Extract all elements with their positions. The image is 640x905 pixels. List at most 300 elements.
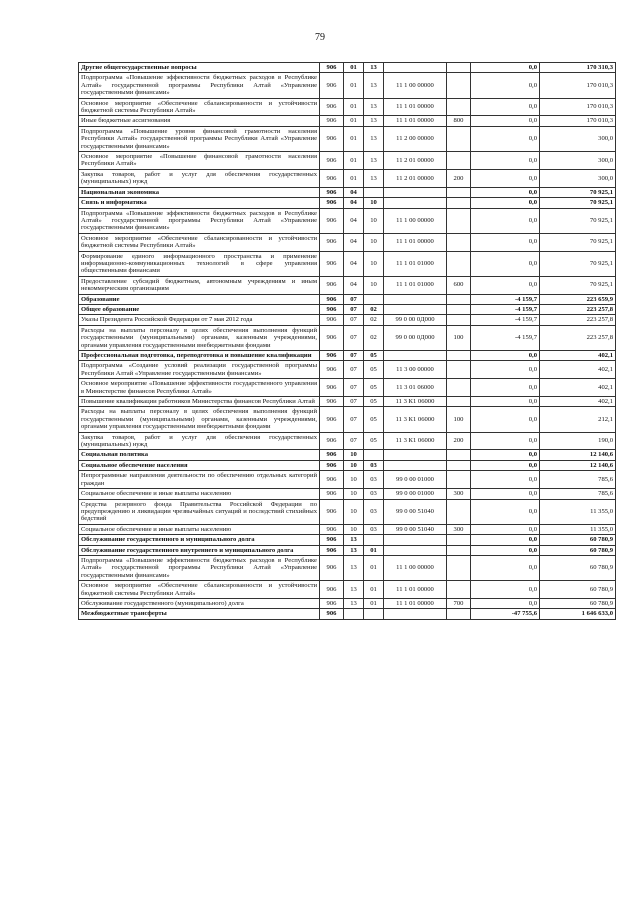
- row-section: 07: [344, 432, 364, 450]
- row-expense-type: [447, 609, 471, 619]
- table-row: [79, 152, 616, 170]
- row-target-article: 99 0 00 01000: [384, 471, 447, 489]
- table-row: [79, 397, 616, 407]
- row-target-article: [384, 609, 447, 619]
- row-name: Основное мероприятие «Обеспечение сбалансированности и устойчивости бюджетной системы Республики Алтай»: [79, 581, 320, 599]
- row-code: 906: [320, 152, 344, 170]
- row-sum: 785,6: [540, 471, 616, 489]
- row-target-article: 11 2 00 00000: [384, 126, 447, 151]
- row-name: Социальное обеспечение и иные выплаты населению: [79, 489, 320, 499]
- row-target-article: [384, 351, 447, 361]
- row-section: 01: [344, 126, 364, 151]
- row-target-article: 11 3 К1 06000: [384, 397, 447, 407]
- row-change: 0,0: [471, 598, 540, 608]
- table-row: [79, 276, 616, 294]
- row-subsection: [364, 609, 384, 619]
- table-row: [79, 304, 616, 314]
- row-name: Социальное обеспечение населения: [79, 460, 320, 470]
- row-expense-type: [447, 361, 471, 379]
- row-change: 0,0: [471, 198, 540, 208]
- row-change: 0,0: [471, 351, 540, 361]
- table-row: [79, 351, 616, 361]
- row-subsection: 05: [364, 407, 384, 432]
- row-sum: 402,1: [540, 361, 616, 379]
- row-target-article: 11 1 01 01000: [384, 276, 447, 294]
- row-code: 906: [320, 187, 344, 197]
- row-subsection: 13: [364, 126, 384, 151]
- row-section: 10: [344, 499, 364, 524]
- row-section: 10: [344, 489, 364, 499]
- row-sum: 170 010,3: [540, 116, 616, 126]
- row-expense-type: [447, 198, 471, 208]
- row-section: 13: [344, 535, 364, 545]
- row-code: 906: [320, 545, 344, 555]
- row-section: 01: [344, 73, 364, 98]
- row-change: 0,0: [471, 581, 540, 599]
- row-code: 906: [320, 294, 344, 304]
- row-sum: 60 780,9: [540, 598, 616, 608]
- row-expense-type: [447, 98, 471, 116]
- row-subsection: 13: [364, 73, 384, 98]
- row-expense-type: 100: [447, 407, 471, 432]
- row-sum: 300,0: [540, 152, 616, 170]
- row-change: 0,0: [471, 379, 540, 397]
- row-section: 10: [344, 471, 364, 489]
- row-sum: 70 925,1: [540, 198, 616, 208]
- row-target-article: 11 3 01 06000: [384, 379, 447, 397]
- row-change: 0,0: [471, 432, 540, 450]
- row-target-article: [384, 535, 447, 545]
- row-section: 04: [344, 276, 364, 294]
- table-row: [79, 471, 616, 489]
- row-section: 10: [344, 460, 364, 470]
- row-name: Связь и информатика: [79, 198, 320, 208]
- row-name: Расходы на выплаты персоналу в целях обеспечения выполнения функций государственными (муниципальными) органами, казенными учреждениями, органами управления государственными внебюджетными фондами: [79, 325, 320, 350]
- row-subsection: 13: [364, 169, 384, 187]
- row-change: 0,0: [471, 251, 540, 276]
- row-subsection: 05: [364, 397, 384, 407]
- row-expense-type: [447, 555, 471, 580]
- row-name: Образование: [79, 294, 320, 304]
- row-code: 906: [320, 315, 344, 325]
- row-target-article: 99 0 00 51040: [384, 499, 447, 524]
- row-subsection: 03: [364, 471, 384, 489]
- row-code: 906: [320, 169, 344, 187]
- row-target-article: 11 1 01 01000: [384, 251, 447, 276]
- row-target-article: 11 1 01 00000: [384, 116, 447, 126]
- row-sum: 1 646 633,0: [540, 609, 616, 619]
- table-row: [79, 609, 616, 619]
- row-expense-type: [447, 63, 471, 73]
- row-change: 0,0: [471, 460, 540, 470]
- row-code: 906: [320, 276, 344, 294]
- table-row: [79, 555, 616, 580]
- row-expense-type: [447, 397, 471, 407]
- row-expense-type: 200: [447, 169, 471, 187]
- row-subsection: 02: [364, 325, 384, 350]
- row-name: Подпрограмма «Повышение эффективности бюджетных расходов в Республике Алтай» государственной программы Республики Алтай «Управление государственными финансами»: [79, 555, 320, 580]
- row-subsection: 02: [364, 315, 384, 325]
- row-code: 906: [320, 555, 344, 580]
- row-name: Общее образование: [79, 304, 320, 314]
- row-code: 906: [320, 598, 344, 608]
- table-row: [79, 233, 616, 251]
- row-target-article: 11 3 К1 06000: [384, 432, 447, 450]
- row-subsection: 01: [364, 581, 384, 599]
- table-row: [79, 198, 616, 208]
- row-name: Основное мероприятие «Повышение финансовой грамотности населения Республики Алтай»: [79, 152, 320, 170]
- row-subsection: 10: [364, 276, 384, 294]
- row-section: 07: [344, 294, 364, 304]
- row-name: Обслуживание государственного внутреннего и муниципального долга: [79, 545, 320, 555]
- row-sum: 300,0: [540, 126, 616, 151]
- row-sum: 11 355,0: [540, 524, 616, 534]
- row-section: 04: [344, 251, 364, 276]
- row-subsection: 03: [364, 499, 384, 524]
- row-code: 906: [320, 471, 344, 489]
- row-section: 04: [344, 233, 364, 251]
- row-expense-type: [447, 450, 471, 460]
- row-code: 906: [320, 432, 344, 450]
- row-subsection: 05: [364, 361, 384, 379]
- row-code: 906: [320, 233, 344, 251]
- row-expense-type: [447, 126, 471, 151]
- row-target-article: 11 3 К1 06000: [384, 407, 447, 432]
- row-expense-type: [447, 581, 471, 599]
- table-row: [79, 116, 616, 126]
- row-name: Расходы на выплаты персоналу в целях обеспечения выполнения функций государственными (муниципальными) органами, казенными учреждениями, органами управления государственными внебюджетными фондами: [79, 407, 320, 432]
- row-sum: 402,1: [540, 351, 616, 361]
- row-subsection: 01: [364, 545, 384, 555]
- row-sum: 70 925,1: [540, 276, 616, 294]
- row-subsection: 10: [364, 208, 384, 233]
- table-row: [79, 598, 616, 608]
- row-subsection: 13: [364, 152, 384, 170]
- row-sum: 70 925,1: [540, 251, 616, 276]
- table-row: [79, 379, 616, 397]
- row-name: Средства резервного фонда Правительства Российской Федерации по предупреждению и ликвидации чрезвычайных ситуаций и последствий стихийных бедствий: [79, 499, 320, 524]
- row-code: 906: [320, 450, 344, 460]
- row-subsection: 13: [364, 116, 384, 126]
- row-subsection: 10: [364, 198, 384, 208]
- row-sum: 70 925,1: [540, 187, 616, 197]
- row-code: 906: [320, 397, 344, 407]
- table-row: [79, 432, 616, 450]
- row-target-article: [384, 545, 447, 555]
- row-section: 07: [344, 315, 364, 325]
- row-sum: 223 257,8: [540, 304, 616, 314]
- table-row: [79, 450, 616, 460]
- table-row: [79, 294, 616, 304]
- row-expense-type: [447, 315, 471, 325]
- row-subsection: 03: [364, 524, 384, 534]
- row-sum: 12 140,6: [540, 460, 616, 470]
- table-row: [79, 73, 616, 98]
- table-row: [79, 315, 616, 325]
- row-section: 01: [344, 63, 364, 73]
- row-subsection: [364, 450, 384, 460]
- row-name: Социальная политика: [79, 450, 320, 460]
- row-expense-type: 300: [447, 489, 471, 499]
- row-target-article: 11 1 01 00000: [384, 233, 447, 251]
- row-code: 906: [320, 379, 344, 397]
- table-row: [79, 325, 616, 350]
- table-row: [79, 460, 616, 470]
- table-row: [79, 169, 616, 187]
- row-code: 906: [320, 407, 344, 432]
- row-code: 906: [320, 63, 344, 73]
- row-code: 906: [320, 489, 344, 499]
- row-code: 906: [320, 198, 344, 208]
- row-subsection: 05: [364, 351, 384, 361]
- row-code: 906: [320, 535, 344, 545]
- row-expense-type: [447, 499, 471, 524]
- table-row: [79, 545, 616, 555]
- row-name: Подпрограмма «Повышение эффективности бюджетных расходов в Республике Алтай» государственной программы Республики Алтай «Управление государственными финансами»: [79, 73, 320, 98]
- row-change: 0,0: [471, 407, 540, 432]
- row-target-article: 11 1 01 00000: [384, 598, 447, 608]
- row-expense-type: [447, 73, 471, 98]
- row-code: 906: [320, 304, 344, 314]
- row-sum: 190,0: [540, 432, 616, 450]
- row-change: 0,0: [471, 489, 540, 499]
- row-name: Повышение квалификации работников Министерства финансов Республики Алтай: [79, 397, 320, 407]
- row-name: Основное мероприятие «Повышение эффективности государственного управления в Министерстве финансов Республики Алтай»: [79, 379, 320, 397]
- row-name: Подпрограмма «Создание условий реализации государственной программы Республики Алтай «Управление государственными финансами»: [79, 361, 320, 379]
- row-section: 07: [344, 361, 364, 379]
- row-sum: 170 010,3: [540, 98, 616, 116]
- row-change: -4 159,7: [471, 325, 540, 350]
- table-row: [79, 126, 616, 151]
- table-row: [79, 251, 616, 276]
- row-expense-type: [447, 208, 471, 233]
- row-section: 13: [344, 555, 364, 580]
- row-expense-type: 800: [447, 116, 471, 126]
- row-expense-type: [447, 152, 471, 170]
- row-change: 0,0: [471, 555, 540, 580]
- row-expense-type: [447, 471, 471, 489]
- row-expense-type: [447, 379, 471, 397]
- row-expense-type: [447, 294, 471, 304]
- table-row: [79, 489, 616, 499]
- row-change: -4 159,7: [471, 315, 540, 325]
- row-change: -4 159,7: [471, 294, 540, 304]
- row-section: 07: [344, 325, 364, 350]
- row-sum: 70 925,1: [540, 233, 616, 251]
- row-section: 01: [344, 152, 364, 170]
- row-name: Основное мероприятие «Обеспечение сбалансированности и устойчивости бюджетной системы Республики Алтай»: [79, 233, 320, 251]
- row-expense-type: 200: [447, 432, 471, 450]
- row-section: 04: [344, 198, 364, 208]
- row-sum: 60 780,9: [540, 555, 616, 580]
- row-target-article: 11 2 01 00000: [384, 152, 447, 170]
- row-target-article: [384, 63, 447, 73]
- row-code: 906: [320, 351, 344, 361]
- row-code: 906: [320, 524, 344, 534]
- row-target-article: 99 0 00 51040: [384, 524, 447, 534]
- row-sum: 12 140,6: [540, 450, 616, 460]
- row-name: Основное мероприятие «Обеспечение сбалансированности и устойчивости бюджетной системы Республики Алтай»: [79, 98, 320, 116]
- row-code: 906: [320, 325, 344, 350]
- row-name: Профессиональная подготовка, переподготовка и повышение квалификации: [79, 351, 320, 361]
- row-sum: 170 010,3: [540, 73, 616, 98]
- row-target-article: [384, 187, 447, 197]
- row-name: Подпрограмма «Повышение уровня финансовой грамотности населения Республики Алтай» государственной программы Республики Алтай «Управление государственными финансами»: [79, 126, 320, 151]
- row-subsection: [364, 535, 384, 545]
- row-code: 906: [320, 98, 344, 116]
- row-section: 10: [344, 524, 364, 534]
- row-change: 0,0: [471, 545, 540, 555]
- row-target-article: [384, 294, 447, 304]
- row-code: 906: [320, 251, 344, 276]
- row-name: Закупка товаров, работ и услуг для обеспечения государственных (муниципальных) нужд: [79, 432, 320, 450]
- table-row: [79, 187, 616, 197]
- table-row: [79, 524, 616, 534]
- row-sum: 300,0: [540, 169, 616, 187]
- row-section: 04: [344, 208, 364, 233]
- row-sum: 402,1: [540, 379, 616, 397]
- row-sum: 60 780,9: [540, 545, 616, 555]
- row-change: 0,0: [471, 187, 540, 197]
- row-expense-type: 300: [447, 524, 471, 534]
- row-sum: 60 780,9: [540, 581, 616, 599]
- row-subsection: 10: [364, 233, 384, 251]
- row-section: 13: [344, 545, 364, 555]
- row-target-article: 11 1 00 00000: [384, 555, 447, 580]
- row-change: 0,0: [471, 169, 540, 187]
- row-target-article: 11 1 00 00000: [384, 208, 447, 233]
- row-name: Иные бюджетные ассигнования: [79, 116, 320, 126]
- row-section: [344, 609, 364, 619]
- row-section: 10: [344, 450, 364, 460]
- row-section: 01: [344, 116, 364, 126]
- row-section: 01: [344, 169, 364, 187]
- row-expense-type: [447, 545, 471, 555]
- row-subsection: 01: [364, 555, 384, 580]
- row-sum: 785,6: [540, 489, 616, 499]
- row-name: Обслуживание государственного и муниципального долга: [79, 535, 320, 545]
- row-subsection: 01: [364, 598, 384, 608]
- row-change: 0,0: [471, 208, 540, 233]
- row-sum: 402,1: [540, 397, 616, 407]
- row-target-article: 11 1 00 00000: [384, 73, 447, 98]
- row-subsection: 13: [364, 98, 384, 116]
- row-code: 906: [320, 499, 344, 524]
- table-row: [79, 98, 616, 116]
- row-change: 0,0: [471, 73, 540, 98]
- row-target-article: [384, 460, 447, 470]
- row-target-article: 99 0 00 0Д000: [384, 315, 447, 325]
- row-target-article: [384, 304, 447, 314]
- row-change: 0,0: [471, 233, 540, 251]
- row-code: 906: [320, 126, 344, 151]
- table-row: [79, 499, 616, 524]
- row-sum: 223 257,8: [540, 325, 616, 350]
- row-target-article: 99 0 00 0Д000: [384, 325, 447, 350]
- table-row: [79, 361, 616, 379]
- row-expense-type: [447, 535, 471, 545]
- page-number: 79: [315, 32, 325, 43]
- row-expense-type: [447, 251, 471, 276]
- row-expense-type: [447, 460, 471, 470]
- row-section: 13: [344, 598, 364, 608]
- row-name: Национальная экономика: [79, 187, 320, 197]
- row-name: Закупка товаров, работ и услуг для обеспечения государственных (муниципальных) нужд: [79, 169, 320, 187]
- row-name: Социальное обеспечение и иные выплаты населению: [79, 524, 320, 534]
- table-row: [79, 581, 616, 599]
- row-subsection: 05: [364, 432, 384, 450]
- row-subsection: 03: [364, 489, 384, 499]
- row-section: 07: [344, 407, 364, 432]
- row-section: 01: [344, 98, 364, 116]
- row-name: Межбюджетные трансферты: [79, 609, 320, 619]
- row-change: 0,0: [471, 152, 540, 170]
- row-sum: 212,1: [540, 407, 616, 432]
- row-expense-type: [447, 187, 471, 197]
- row-change: 0,0: [471, 499, 540, 524]
- row-name: Подпрограмма «Повышение эффективности бюджетных расходов в Республике Алтай» государственной программы Республики Алтай «Управление государственными финансами»: [79, 208, 320, 233]
- row-expense-type: 100: [447, 325, 471, 350]
- row-change: 0,0: [471, 524, 540, 534]
- row-change: 0,0: [471, 471, 540, 489]
- row-section: 13: [344, 581, 364, 599]
- row-name: Другие общегосударственные вопросы: [79, 63, 320, 73]
- row-sum: 170 310,3: [540, 63, 616, 73]
- table-row: [79, 535, 616, 545]
- row-subsection: 05: [364, 379, 384, 397]
- budget-table: [78, 62, 616, 620]
- row-name: Указы Президента Российской Федерации от 7 мая 2012 года: [79, 315, 320, 325]
- row-expense-type: 600: [447, 276, 471, 294]
- row-change: -47 755,6: [471, 609, 540, 619]
- row-name: Непрограммные направления деятельности по обеспечению отдельных категорий граждан: [79, 471, 320, 489]
- row-expense-type: [447, 351, 471, 361]
- row-code: 906: [320, 73, 344, 98]
- row-change: 0,0: [471, 361, 540, 379]
- row-subsection: [364, 294, 384, 304]
- row-target-article: 11 1 01 00000: [384, 98, 447, 116]
- row-subsection: [364, 187, 384, 197]
- table-row: [79, 63, 616, 73]
- row-expense-type: [447, 233, 471, 251]
- table-row: [79, 407, 616, 432]
- row-section: 07: [344, 304, 364, 314]
- row-target-article: 11 3 00 00000: [384, 361, 447, 379]
- row-code: 906: [320, 609, 344, 619]
- row-subsection: 03: [364, 460, 384, 470]
- row-change: 0,0: [471, 63, 540, 73]
- row-change: 0,0: [471, 126, 540, 151]
- row-change: 0,0: [471, 116, 540, 126]
- row-target-article: 99 0 00 01000: [384, 489, 447, 499]
- row-expense-type: 700: [447, 598, 471, 608]
- row-subsection: 13: [364, 63, 384, 73]
- row-code: 906: [320, 581, 344, 599]
- row-code: 906: [320, 208, 344, 233]
- row-name: Предоставление субсидий бюджетным, автономным учреждениям и иным некоммерческим организациям: [79, 276, 320, 294]
- row-sum: 11 355,0: [540, 499, 616, 524]
- row-target-article: 11 1 01 00000: [384, 581, 447, 599]
- row-target-article: 11 2 01 00000: [384, 169, 447, 187]
- row-section: 07: [344, 351, 364, 361]
- row-subsection: 02: [364, 304, 384, 314]
- row-change: -4 159,7: [471, 304, 540, 314]
- row-change: 0,0: [471, 98, 540, 116]
- row-subsection: 10: [364, 251, 384, 276]
- row-name: Формирование единого информационного пространства и применение информационно-коммуникационных технологий в сфере управления общественными финансами: [79, 251, 320, 276]
- row-name: Обслуживание государственного (муниципального) долга: [79, 598, 320, 608]
- row-section: 07: [344, 379, 364, 397]
